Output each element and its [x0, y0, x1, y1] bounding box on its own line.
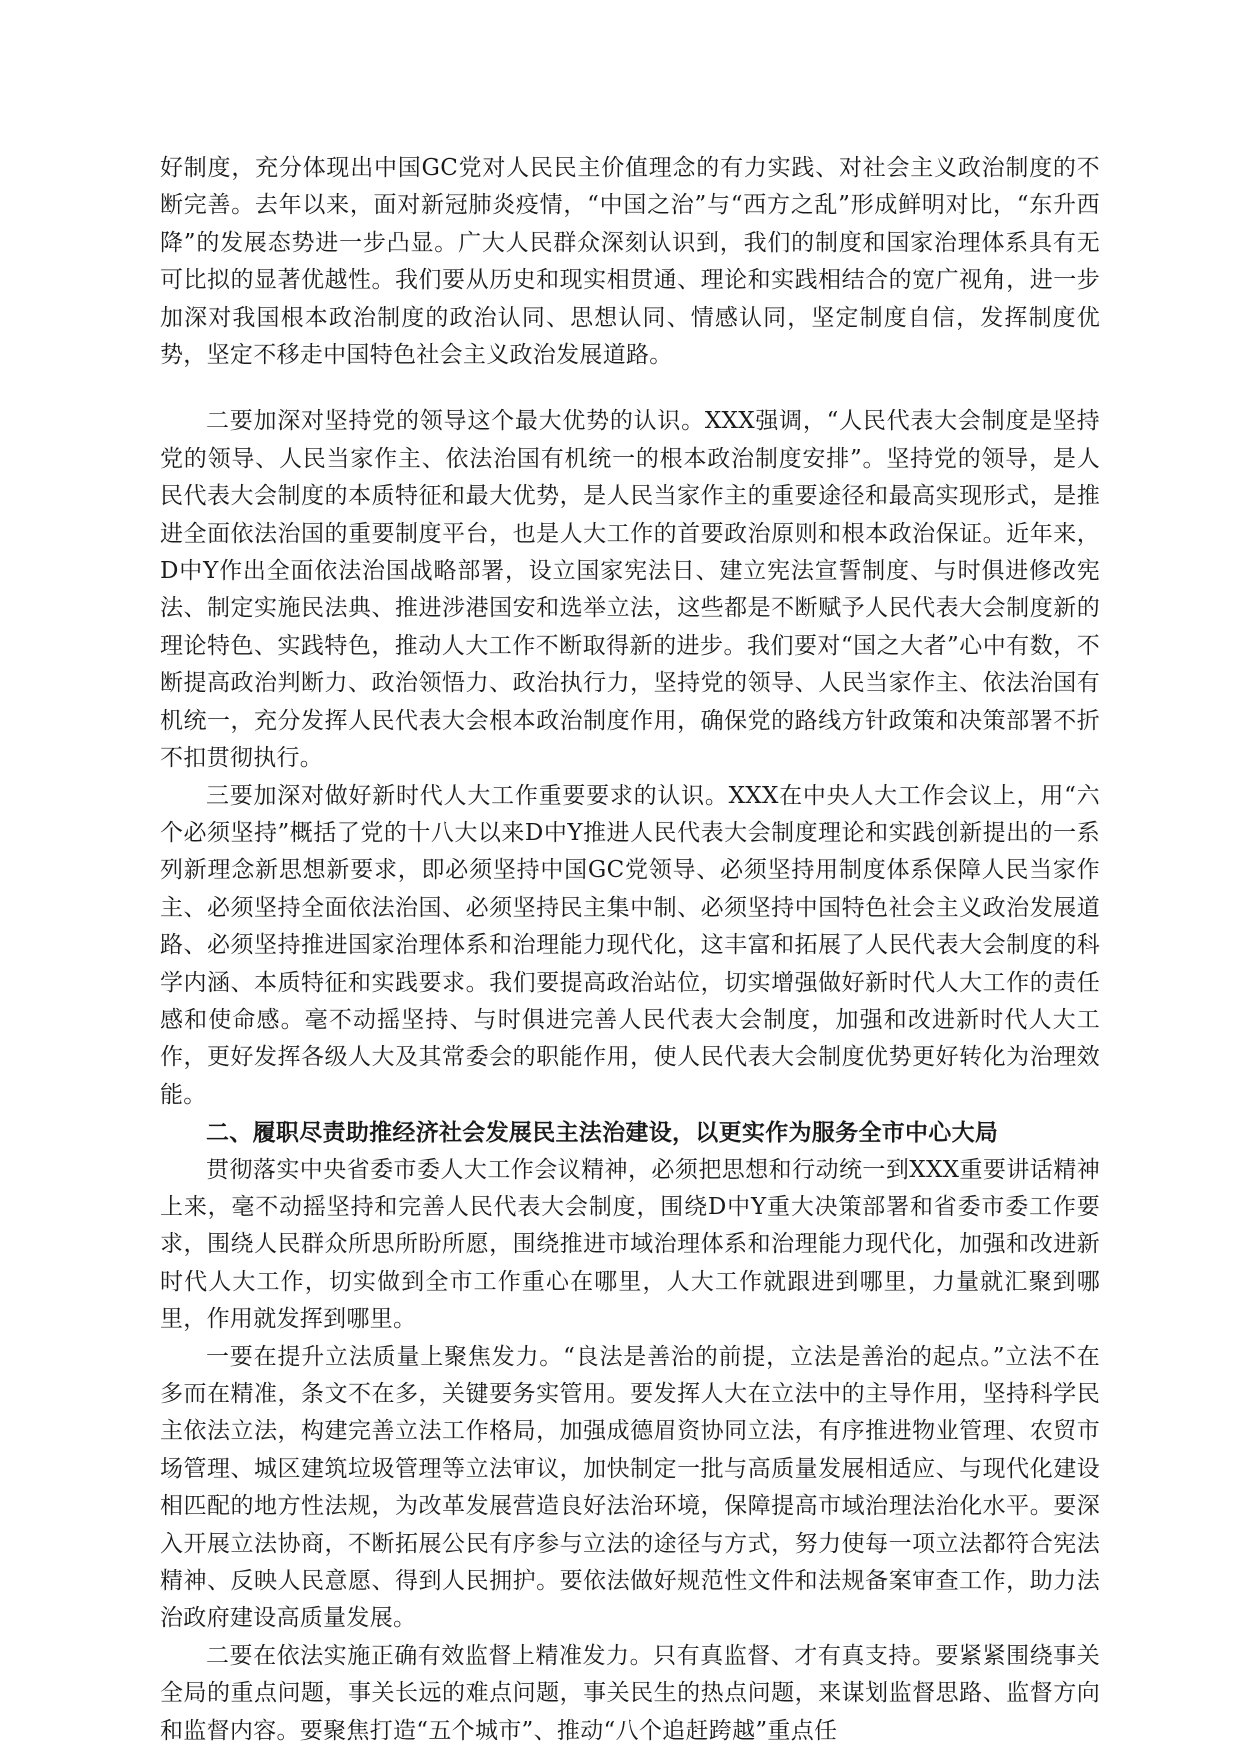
paragraph-continued: 好制度，充分体现出中国GC党对人民民主价值理念的有力实践、对社会主义政治制度的不断完善。去年以来，面对新冠肺炎疫情，“中国之治”与“西方之乱”形成鲜明对比，“东升西降”的发展态势进一步凸显。广大人民群众深刻认识到，我们的制度和国家治理体系具有无可比拟的显著优越性。我们要从历史和现实相贯通、理论和实践相结合的宽广视角，进一步加深对我国根本政治制度的政治认同、思想认同、情感认同，坚定制度自信，发挥制度优势，坚定不移走中国特色社会主义政治发展道路。 [160, 155, 1100, 369]
paragraph-section-intro: 贯彻落实中央省委市委人大工作会议精神，必须把思想和行动统一到XXX重要讲话精神上来，毫不动摇坚持和完善人民代表大会制度，围绕D中Y重大决策部署和省委市委工作要求，围绕人民群众所思所盼所愿，围绕推进市域治理体系和治理能力现代化，加强和改进新时代人大工作，切实做到全市工作重心在哪里，人大工作就跟进到哪里，力量就汇聚到哪里，作用就发挥到哪里。 [160, 1156, 1100, 1333]
section-heading: 二、履职尽责助推经济社会发展民主法治建设，以更实作为服务全市中心大局 [206, 1119, 999, 1147]
paragraph-third-point: 三要加深对做好新时代人大工作重要要求的认识。XXX在中央人大工作会议上，用“六个必须坚持”概括了党的十八大以来D中Y推进人民代表大会制度理论和实践创新提出的一系列新理念新思想新要求，即必须坚持中国GC党领导、必须坚持用制度体系保障人民当家作主、必须坚持全面依法治国、必须坚持民主集中制、必须坚持中国特色社会主义政治发展道路、必须坚持推进国家治理体系和治理能力现代化，这丰富和拓展了人民代表大会制度的科学内涵、本质特征和实践要求。我们要提高政治站位，切实增强做好新时代人大工作的责任感和使命感。毫不动摇坚持、与时俱进完善人民代表大会制度，加强和改进新时代人大工作，更好发挥各级人大及其常委会的职能作用，使人民代表大会制度优势更好转化为治理效能。 [160, 782, 1100, 1108]
paragraph-legislation: 一要在提升立法质量上聚焦发力。“良法是善治的前提，立法是善治的起点。”立法不在多而在精准，条文不在多，关键要务实管用。要发挥人大在立法中的主导作用，坚持科学民主依法立法，构建完善立法工作格局，加强成德眉资协同立法，有序推进物业管理、农贸市场管理、城区建筑垃圾管理等立法审议，加快制定一批与高质量发展相适应、与现代化建设相匹配的地方性法规，为改革发展营造良好法治环境，保障提高市域治理法治化水平。要深入开展立法协商，不断拓展公民有序参与立法的途径与方式，努力使每一项立法都符合宪法精神、反映人民意愿、得到人民拥护。要依法做好规范性文件和法规备案审查工作，助力法治政府建设高质量发展。 [160, 1343, 1100, 1632]
paragraph-supervision: 二要在依法实施正确有效监督上精准发力。只有真监督、才有真支持。要紧紧围绕事关全局的重点问题，事关长远的难点问题，事关民生的热点问题，来谋划监督思路、监督方向和监督内容。要聚焦打造“五个城市”、推动“八个追赶跨越”重点任 [160, 1642, 1100, 1744]
document-page [160, 150, 1100, 1750]
paragraph-second-point: 二要加深对坚持党的领导这个最大优势的认识。XXX强调，“人民代表大会制度是坚持党的领导、人民当家作主、依法治国有机统一的根本政治制度安排”。坚持党的领导，是人民代表大会制度的本质特征和最大优势，是人民当家作主的重要途径和最高实现形式，是推进全面依法治国的重要制度平台，也是人大工作的首要政治原则和根本政治保证。近年来，D中Y作出全面依法治国战略部署，设立国家宪法日、建立宪法宣誓制度、与时俱进修改宪法、制定实施民法典、推进涉港国安和选举立法，这些都是不断赋予人民代表大会制度新的理论特色、实践特色，推动人大工作不断取得新的进步。我们要对“国之大者”心中有数，不断提高政治判断力、政治领悟力、政治执行力，坚持党的领导、人民当家作主、依法治国有机统一，充分发挥人民代表大会根本政治制度作用，确保党的路线方针政策和决策部署不折不扣贯彻执行。 [160, 408, 1100, 772]
